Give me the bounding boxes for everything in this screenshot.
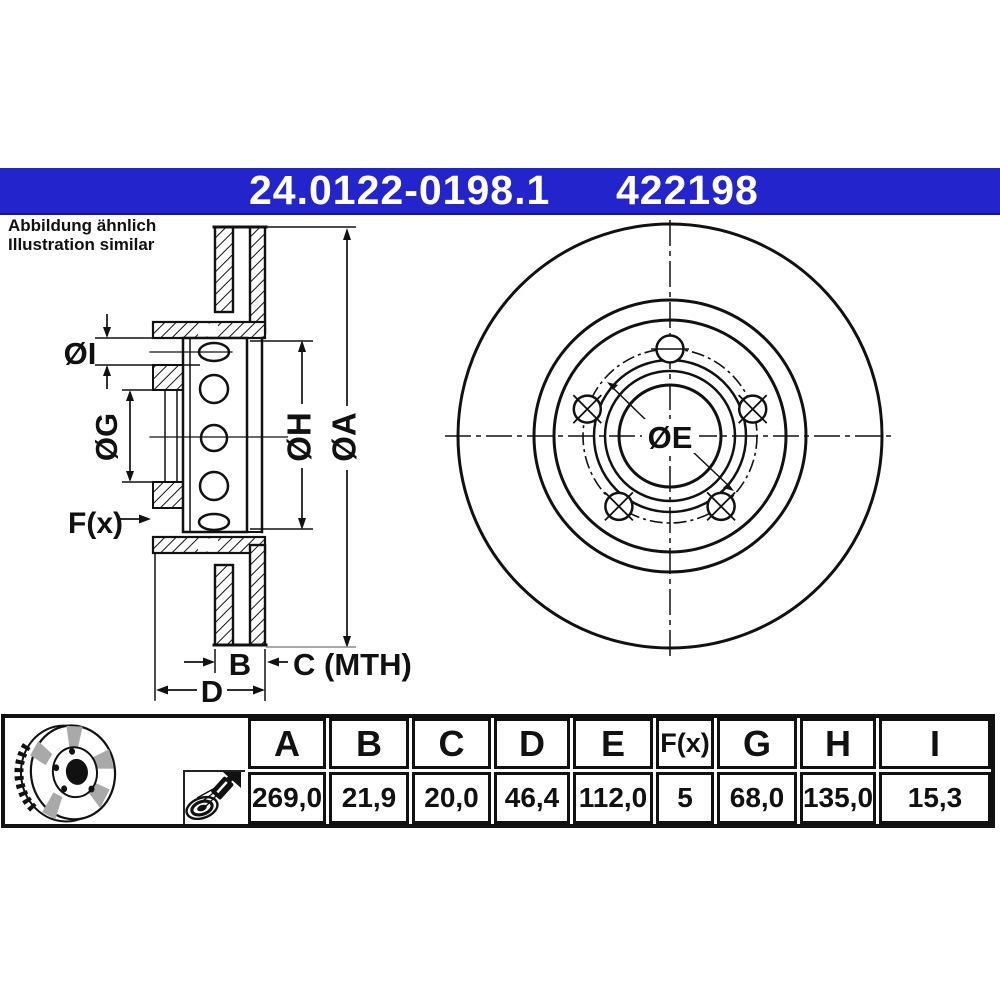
value-E: 112,0 [573,772,653,824]
sleeve-hole-5 [199,514,229,530]
cross-section-view [150,227,296,700]
dim-label-dia-i: ØI [63,336,97,371]
section-bottom-left-cheek [215,565,233,645]
dim-label-f: F(x) [68,507,123,540]
dim-label-d: D [200,674,224,709]
vent-notch-bottom [198,539,218,552]
product-thumbnail-cell [5,718,245,824]
bolt-hole-lower-left [605,492,633,520]
col-header-G: G [717,718,797,769]
bolt-hole-lower-right [707,492,735,520]
dim-label-dia-e: ØE [647,420,693,455]
value-B: 21,9 [329,772,409,824]
dimension-table [1,714,995,828]
paste-spray-icon [185,772,241,820]
bolt-hole-upper-right [739,395,767,423]
dim-label-dia-h: ØH [280,412,318,462]
col-header-H: H [800,718,876,769]
dim-label-b: B [228,647,252,682]
flange-hatch-upper [153,365,183,390]
col-header-I: I [879,718,991,769]
value-C: 20,0 [412,772,491,824]
product-thumbnail [9,720,139,826]
front-view [445,220,893,657]
note-line-english: Illustration similar [8,235,155,254]
section-top-left-cheek [215,227,233,312]
value-A: 269,0 [248,772,326,824]
col-header-F: F(x) [656,718,714,769]
col-header-D: D [494,718,570,769]
paste-icon-box [183,770,245,824]
sleeve-hole-2 [200,375,228,403]
value-I: 15,3 [879,772,991,824]
flange-hatch-lower [153,482,183,508]
col-header-B: B [329,718,409,769]
value-H: 135,0 [800,772,876,824]
col-header-A: A [248,718,326,769]
dim-label-c: C (MTH) [293,647,412,682]
catalog-number: 24.0122-0198.1 [249,167,551,213]
section-top-right-cheek [250,227,265,333]
dim-label-dia-a: ØA [325,412,363,462]
section-bottom-right-cheek [250,545,265,645]
value-G: 68,0 [717,772,797,824]
note-line-german: Abbildung ähnlich [8,216,157,235]
vent-notch-top [198,324,218,337]
col-header-C: C [412,718,491,769]
sleeve-hole-3 [201,425,227,451]
value-D: 46,4 [494,772,570,824]
dia-e-leader-lower [692,451,730,487]
article-number: 422198 [616,167,759,213]
value-F: 5 [656,772,714,824]
bolt-hole-upper-left [573,395,601,423]
sleeve-hole-4 [200,472,228,500]
col-header-E: E [573,718,653,769]
dim-label-dia-g: ØG [89,412,124,462]
